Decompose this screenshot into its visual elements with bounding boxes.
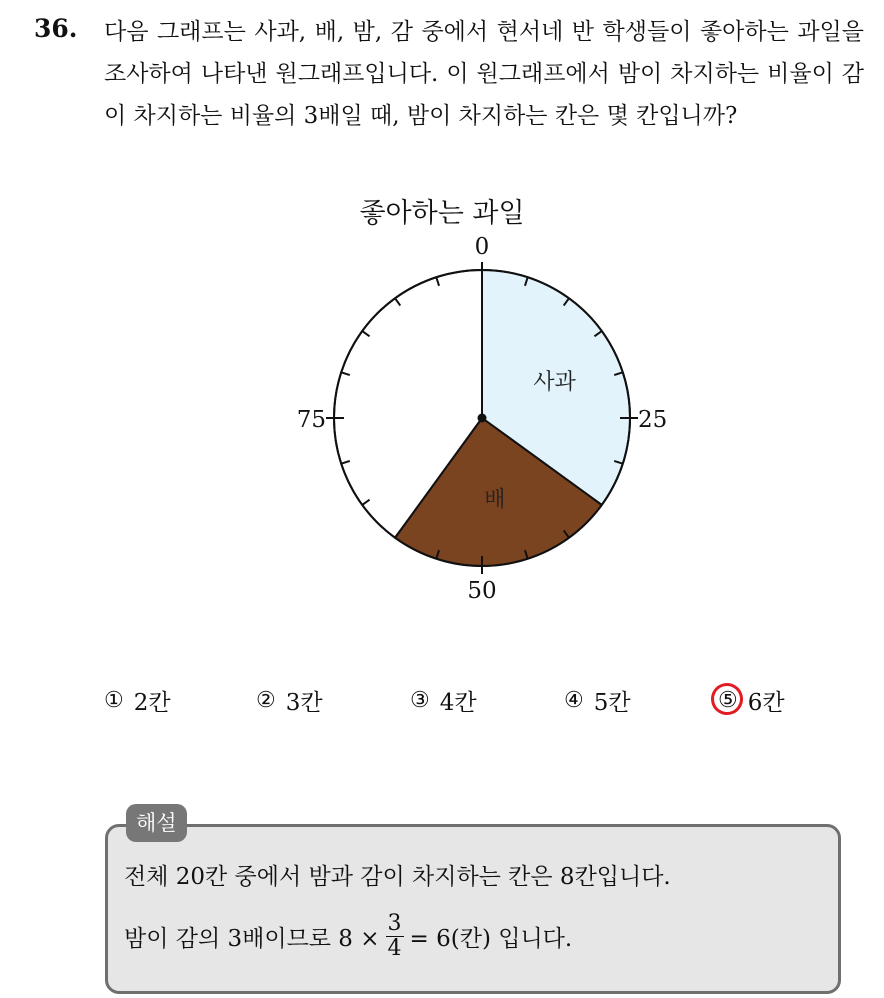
pie-scale-label: 75 [296, 407, 326, 433]
question-number: 36. [34, 14, 78, 43]
pie-slice-label: 사과 [533, 370, 576, 396]
choice-mark: ① [104, 688, 124, 713]
choice-text: 2칸 [133, 690, 171, 716]
choice-text: 4칸 [439, 690, 477, 716]
solution-box [105, 824, 841, 994]
choice-text: 6칸 [747, 690, 785, 716]
solution-tag: 해설 [126, 804, 187, 842]
choice-5[interactable] [718, 684, 785, 717]
pie-scale-label: 25 [638, 407, 668, 433]
choice-mark: ② [256, 688, 276, 713]
pie-center-dot [478, 414, 487, 423]
pie-slice-label: 배 [484, 487, 506, 513]
fraction-denominator: 4 [387, 936, 402, 961]
solution-fraction [386, 912, 404, 961]
answer-choices [104, 684, 824, 724]
fraction-numerator: 3 [387, 911, 402, 936]
solution-line-2-prefix: 밤이 감의 3배이므로 8 × [124, 926, 380, 952]
choice-mark: ④ [564, 688, 584, 713]
question-text: 다음 그래프는 사과, 배, 밤, 감 중에서 현서네 반 학생들이 좋아하는 과일을 조사하여 나타낸 원그래프입니다. 이 원그래프에서 밤이 차지하는 비율이 감이 차지하는 비율의 3배일 때, 밤이 차지하는 칸은 몇 칸입니까? [104, 19, 864, 129]
choice-2[interactable] [256, 684, 323, 717]
solution-line-2-suffix: = 6(칸) 입니다. [409, 926, 573, 952]
pie-scale-label: 0 [474, 234, 490, 260]
choice-1[interactable] [104, 684, 171, 717]
solution-line-2 [124, 912, 572, 961]
choice-text: 3칸 [285, 690, 323, 716]
choice-3[interactable] [410, 684, 477, 717]
choice-mark: ③ [410, 688, 430, 713]
pie-scale-label: 50 [467, 578, 497, 604]
solution-line-1: 전체 20칸 중에서 밤과 감이 차지하는 칸은 8칸입니다. [124, 864, 671, 890]
choice-text: 5칸 [593, 690, 631, 716]
choice-4[interactable] [564, 684, 631, 717]
chart-title: 좋아하는 과일 [359, 198, 525, 229]
choice-mark-circled: ⑤ [718, 688, 738, 713]
